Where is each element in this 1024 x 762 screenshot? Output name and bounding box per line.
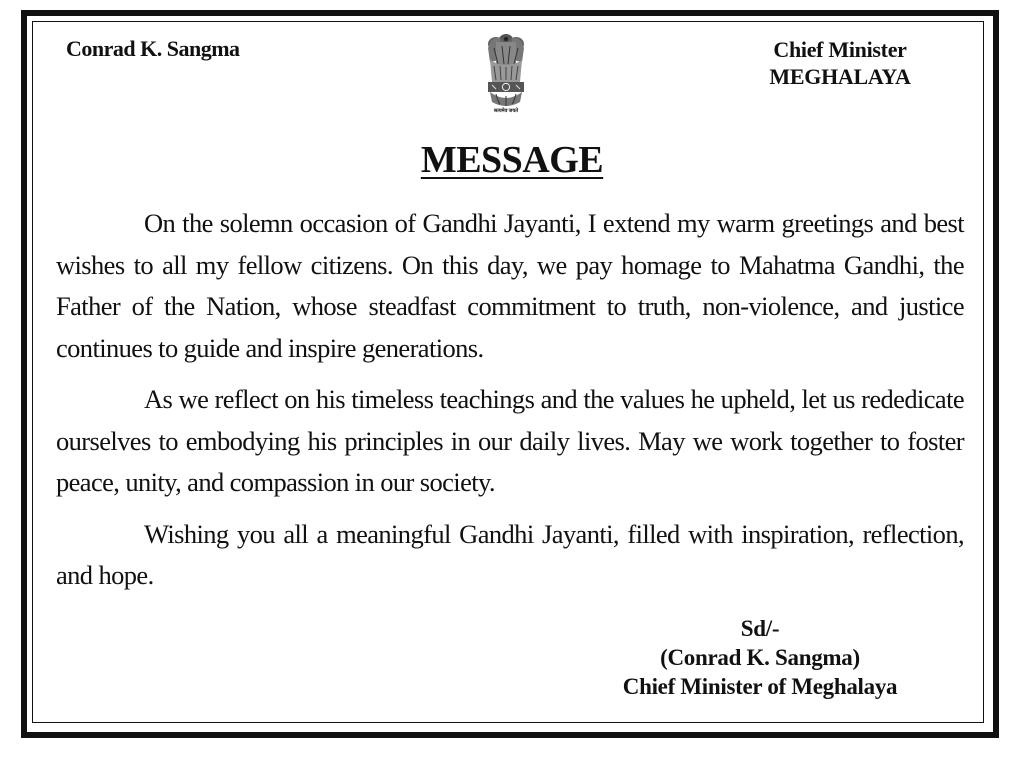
signature-block: [560, 614, 960, 701]
message-paragraph-2: As we reflect on his timeless teachings and the values he upheld, let us rededicate ourselves to embodying his principles in our daily lives. May we work together to foster peace, unity, and compassion in our society.: [56, 384, 964, 497]
message-paragraph-1: On the solemn occasion of Gandhi Jayanti, I extend my warm greetings and best wishes to all my fellow citizens. On this day, we pay homage to Mahatma Gandhi, the Father of the Nation, whose steadfast commitment to truth, non-violence, and justice continues to guide and inspire generations.: [56, 208, 964, 363]
sender-name: Conrad K. Sangma: [66, 36, 240, 61]
designation-state: MEGHALAYA: [769, 64, 911, 89]
national-emblem-icon: [474, 30, 538, 114]
signatory-title: Chief Minister of Meghalaya: [622, 674, 898, 699]
signatory-name: (Conrad K. Sangma): [660, 645, 860, 670]
designation-title: Chief Minister: [773, 37, 907, 62]
message-paragraph-3: Wishing you all a meaningful Gandhi Jayanti, filled with inspiration, reflection, and hope.: [56, 518, 964, 590]
message-heading-block: [0, 138, 1024, 182]
message-heading: MESSAGE: [420, 139, 604, 181]
message-body: [56, 203, 964, 607]
emblem-motto: सत्यमेव जयते: [493, 109, 519, 114]
designation-block: [740, 36, 940, 90]
signature-sd: Sd/-: [740, 616, 780, 641]
